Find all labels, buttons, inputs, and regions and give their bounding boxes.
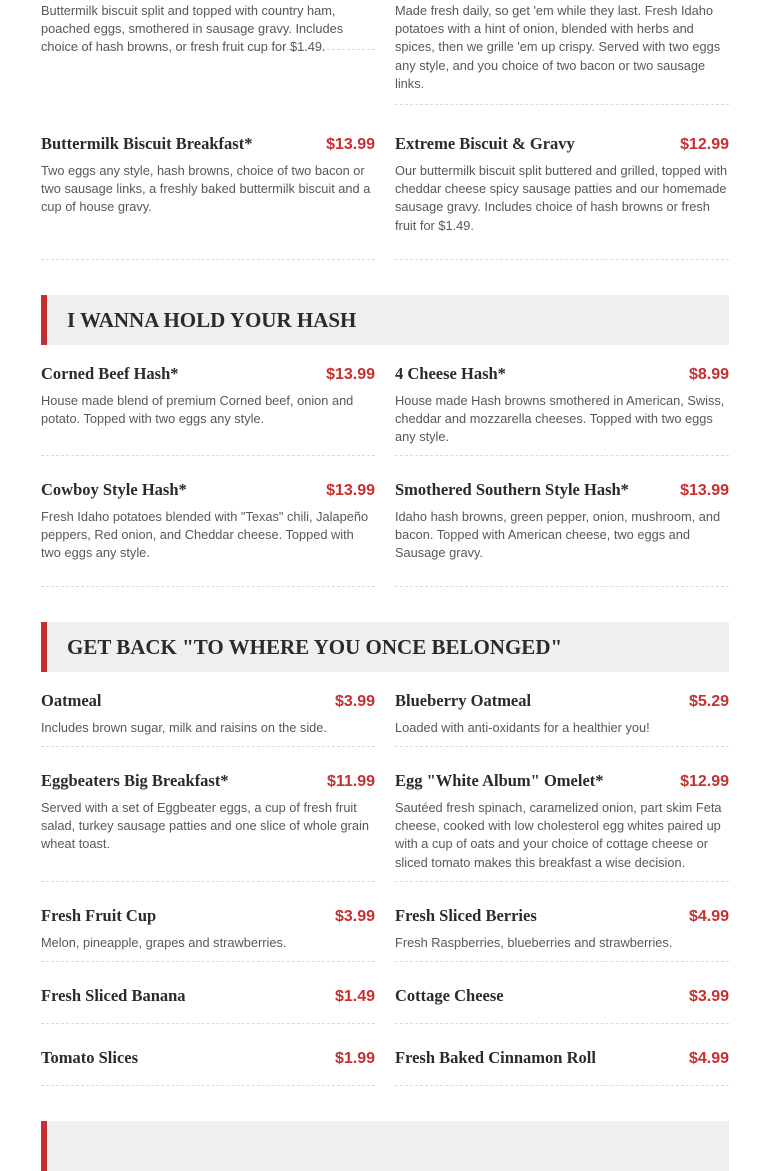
menu-item-name: Fresh Sliced Banana	[41, 986, 186, 1005]
menu-item-name: Oatmeal	[41, 691, 102, 710]
menu-item-price: $11.99	[326, 773, 375, 790]
menu-item-name: Smothered Southern Style Hash*	[395, 480, 629, 499]
menu-item	[41, 125, 375, 260]
menu-item-description: House made Hash browns smothered in American, Swiss, cheddar and mozzarella cheeses. Topped with two eggs any style.	[395, 393, 725, 445]
menu-item-name: Eggbeaters Big Breakfast*	[41, 771, 229, 790]
menu-item-description: Two eggs any style, hash browns, choice of two bacon or two sausage links, a freshly baked buttermilk biscuit and a cup of house gravy.	[41, 163, 371, 215]
menu-item-name: Fresh Sliced Berries	[395, 906, 537, 925]
menu-item-description: Sautéed fresh spinach, caramelized onion, part skim Feta cheese, cooked with low cholesterol egg whites paired up with a cup of oats and your choice of cottage cheese or sliced tomato makes this breakfast a wise decision.	[395, 800, 722, 870]
menu-item-price: $4.99	[688, 908, 729, 925]
menu-item-price: $3.99	[334, 908, 375, 925]
menu-item-name: Egg "White Album" Omelet*	[395, 771, 604, 790]
menu-item-description: Served with a set of Eggbeater eggs, a cup of fresh fruit salad, turkey sausage patties and one slice of whole grain wheat toast.	[41, 800, 369, 852]
menu-item-description: Fresh Raspberries, blueberries and strawberries.	[395, 935, 673, 950]
menu-item-price: $13.99	[326, 136, 375, 153]
menu-item-name: Fresh Fruit Cup	[41, 906, 157, 925]
menu-item-price: $12.99	[680, 136, 729, 153]
menu-item	[41, 471, 375, 587]
menu-item-description: Fresh Idaho potatoes blended with "Texas" chili, Jalapeño peppers, Red onion, and Cheddar cheese. Topped with two eggs any style.	[41, 509, 369, 561]
menu-item	[41, 1039, 375, 1086]
menu-item	[395, 682, 729, 747]
menu-item-name: 4 Cheese Hash*	[395, 364, 506, 383]
menu-item-price: $1.49	[334, 988, 375, 1005]
menu-item	[41, 682, 375, 747]
menu-item-price: $13.99	[680, 482, 729, 499]
menu-item-name: Buttermilk Biscuit Breakfast*	[41, 134, 253, 153]
menu-item	[41, 897, 375, 962]
menu-item	[395, 897, 729, 962]
menu-item-description: Made fresh daily, so get 'em while they last. Fresh Idaho potatoes with a hint of onion, blended with herbs and spices, then we grille 'em up crispy. Served with two eggs any style, and you choice of two bacon or two sausage links.	[395, 0, 729, 105]
menu-item-description: Melon, pineapple, grapes and strawberries.	[41, 935, 287, 950]
menu-item-name: Blueberry Oatmeal	[395, 691, 532, 710]
section-header-hash	[41, 295, 729, 345]
menu-item-name: Cowboy Style Hash*	[41, 480, 187, 499]
menu-item-name: Tomato Slices	[41, 1048, 139, 1067]
menu-item-name: Cottage Cheese	[395, 986, 504, 1005]
menu-item-description: Includes brown sugar, milk and raisins on the side.	[41, 720, 327, 735]
section-title: GET BACK "TO WHERE YOU ONCE BELONGED"	[67, 634, 563, 659]
menu-item-description: House made blend of premium Corned beef, onion and potato. Topped with two eggs any style.	[41, 393, 354, 427]
menu-item-price: $8.99	[688, 366, 729, 383]
menu-item-price: $4.99	[688, 1050, 729, 1067]
menu-item-name: Extreme Biscuit & Gravy	[395, 134, 575, 153]
section-header-next	[41, 1121, 729, 1171]
menu-item-description: Buttermilk biscuit split and topped with country ham, poached eggs, smothered in sausage gravy. Includes choice of hash browns, or fresh fruit cup for $1.49.	[41, 0, 375, 50]
menu-item	[41, 977, 375, 1024]
hash-items	[41, 355, 729, 587]
healthy-items	[41, 682, 729, 1086]
menu-item-price: $1.99	[334, 1050, 375, 1067]
menu-item-description: Our buttermilk biscuit split buttered and grilled, topped with cheddar cheese spicy sausage patties and our homemade sausage gravy. Includes choice of hash browns or fresh fruit for $1.49.	[395, 163, 728, 233]
section-header-healthy	[41, 622, 729, 672]
menu-item	[395, 1039, 729, 1086]
menu-item-description: Loaded with anti-oxidants for a healthier you!	[395, 720, 650, 735]
menu-item-price: $13.99	[326, 366, 375, 383]
menu-item-price: $5.29	[688, 693, 729, 710]
menu-item	[41, 762, 375, 882]
menu-item	[395, 355, 729, 456]
menu-item	[395, 471, 729, 587]
menu-item-price: $13.99	[326, 482, 375, 499]
section-title: I WANNA HOLD YOUR HASH	[67, 307, 357, 332]
menu-item-name: Fresh Baked Cinnamon Roll	[395, 1048, 596, 1067]
menu-content	[41, 0, 729, 1171]
menu-item-price: $3.99	[334, 693, 375, 710]
menu-item	[41, 355, 375, 456]
menu-item-price: $3.99	[688, 988, 729, 1005]
menu-item-price: $12.99	[680, 773, 729, 790]
menu-item	[395, 125, 729, 260]
top-partial-items	[41, 0, 729, 105]
menu-item	[395, 977, 729, 1024]
menu-item-name: Corned Beef Hash*	[41, 364, 179, 383]
menu-item-description: Idaho hash browns, green pepper, onion, mushroom, and bacon. Topped with American cheese, two eggs and Sausage gravy.	[395, 509, 721, 561]
biscuit-items	[41, 125, 729, 260]
menu-item	[395, 762, 729, 882]
